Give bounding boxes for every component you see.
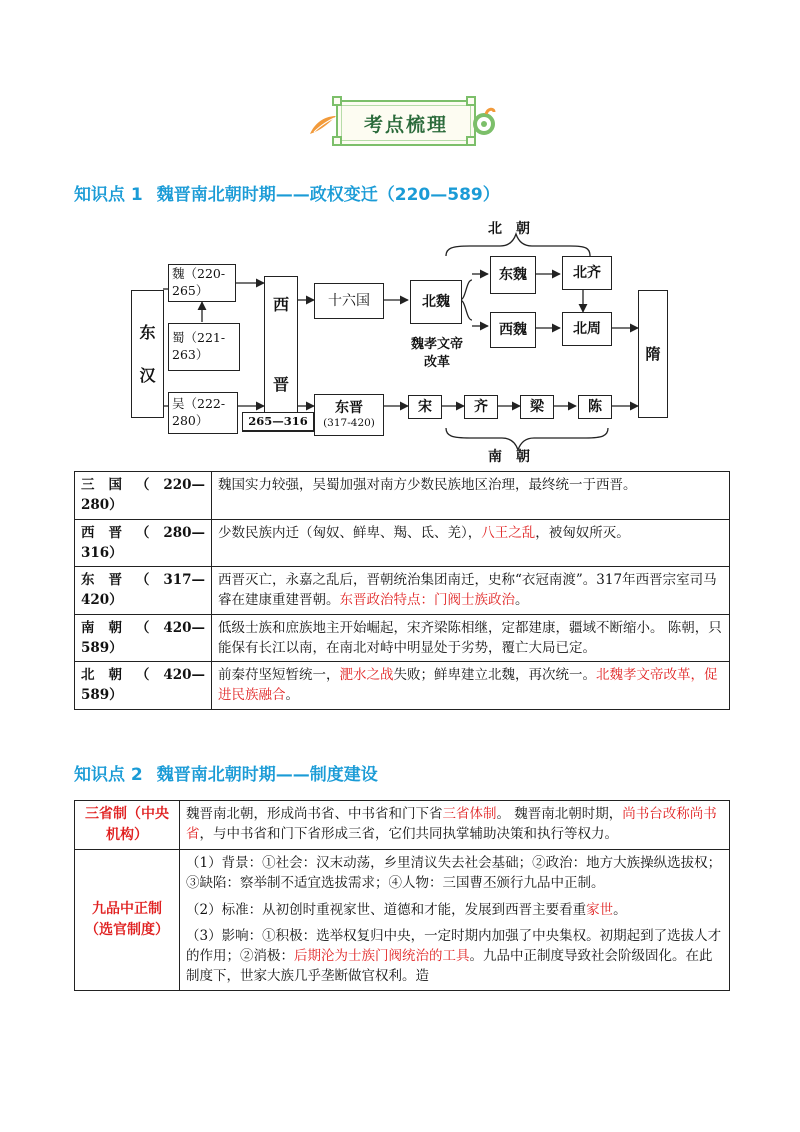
institution-row [75,801,730,850]
node-xijin: 西 晋 [264,276,298,414]
section-1-title [74,180,500,205]
body-text: 西晋灭亡，永嘉之乱后，晋朝统治集团南迁，史称“衣冠南渡”。317年西晋宗室司马睿在建康重建晋朝。 [218,572,717,609]
body-text: 。九品中正制度导致社会阶级固化。在此制度下，世家大族几乎垄断做官权利。造 [186,948,713,985]
node-beizhou: 北周 [562,312,612,346]
period-line-2: 280） [81,497,123,514]
highlight-text: 三省体制 [442,806,497,822]
institution-row [75,850,730,991]
section-2-text: 魏晋南北朝时期——制度建设 [156,765,378,785]
section-1-number: 知识点 1 [74,185,143,205]
regime-description [212,472,730,520]
body-text: ，与中书省和门下省形成三省，它们共同执掌辅助决策和执行等权力。 [199,826,618,843]
description-paragraph [186,804,723,845]
institution-table [74,800,730,991]
diagram-connectors [0,210,800,470]
regime-description [212,519,730,567]
description-paragraph [186,853,723,894]
regime-period [75,614,212,662]
node-xijin-years: 265—316 [242,412,314,432]
dongjin-name: 东晋 [335,400,363,417]
period-line-1: 三 国 （ 220— [81,477,205,493]
node-donghan: 东 汉 [131,290,164,418]
node-wei: 魏（220- 265） [168,264,236,302]
highlight-text: 淝水之战 [339,667,394,683]
body-text: 少数民族内迁（匈奴、鲜卑、羯、氐、羌）， [218,524,482,541]
node-wu: 吴（222- 280） [168,392,238,434]
body-text: 前秦苻坚短暂统一， [218,667,340,683]
node-song: 宋 [408,395,442,419]
leaf-icon [308,112,338,136]
banner-corner [466,96,476,106]
banner-title: 考点梳理 [363,113,448,136]
institution-description [180,850,730,991]
period-line-2: 316） [81,544,123,561]
institution-name: 九品中正制（选官制度） [75,850,180,991]
institution-table-body [75,801,730,991]
regime-period [75,519,212,567]
section-banner [308,98,492,146]
regime-table-body [75,472,730,710]
regime-row [75,662,730,710]
node-beiwei: 北魏 [410,280,462,324]
body-text: （1）背景：①社会：汉末动荡，乡里清议失去社会基础；②政治：地方大族操纵选拔权；③缺陷：察举制不适宜选拔需求；④人物：三国曹丕颁行九品中正制。 [186,855,722,892]
body-text: 低级士族和庶族地主开始崛起，宋齐梁陈相继，定都建康，疆域不断缩小。 陈朝，只能保有长江以南，在南北对峙中明显处于劣势，覆亡大局已定。 [218,619,722,656]
body-text: 。 [515,592,529,609]
body-text: 魏晋南北朝，形成尚书省、中书省和门下省 [186,806,443,822]
node-dongjin [314,394,384,436]
highlight-text: 八王之乱 [481,524,536,541]
node-qi: 齐 [464,395,498,419]
node-xiwei: 西魏 [490,312,536,348]
dynasty-flow-diagram [0,210,800,470]
node-shu: 蜀（221- 263） [168,323,240,371]
node-beiqi: 北齐 [562,256,612,290]
banner-corner [332,136,342,146]
section-1-text: 魏晋南北朝时期——政权变迁（220—589） [156,185,500,205]
institution-name: 三省制（中央机构） [75,801,180,850]
body-text: 魏国实力较强，吴蜀加强对南方少数民族地区治理，最终统一于西晋。 [218,477,637,493]
nanchao-label: 南朝 [488,449,544,465]
node-liang: 梁 [520,395,554,419]
body-text: 。 [285,687,299,704]
regime-period [75,662,212,710]
node-dongwei: 东魏 [490,256,536,294]
section-2-title [74,760,378,785]
regime-period [75,567,212,615]
period-line-2: 589） [81,687,123,704]
description-paragraph [186,900,723,920]
banner-corner [332,96,342,106]
institution-description [180,801,730,850]
body-text: ，被匈奴所灭。 [535,524,630,541]
body-text: （3）影响：①积极：选举权复归中央，一定时期内加强了中央集权。初期起到了选拔人才的作用；②消极： [186,927,722,964]
swirl-icon [472,106,496,136]
period-line-1: 东 晋 （ 317— [81,572,205,588]
regime-row [75,567,730,615]
regime-description [212,567,730,615]
period-line-2: 589） [81,639,123,656]
regime-description [212,614,730,662]
node-sui: 隋 [638,290,668,418]
section-2-number: 知识点 2 [74,765,143,785]
highlight-text: 尚书台改称尚书省 [186,806,717,843]
period-line-1: 北 朝 （ 420— [81,667,205,683]
period-line-1: 南 朝 （ 420— [81,619,205,636]
node-chen: 陈 [578,395,612,419]
dongjin-years: (317-420) [323,417,375,430]
highlight-text: 后期沦为士族门阀统治的工具 [294,948,470,964]
description-paragraph [186,926,723,987]
banner-frame [336,100,476,146]
regime-row [75,519,730,567]
regime-table [74,471,730,710]
body-text: 。 [613,901,627,918]
regime-row [75,472,730,520]
highlight-text: 家世 [586,901,614,918]
highlight-text: 北魏孝文帝改革，促进民族融合 [218,667,718,704]
highlight-text: 东晋政治特点：门阀士族政治 [339,592,515,609]
regime-period [75,472,212,520]
regime-description [212,662,730,710]
node-shiliuguo: 十六国 [314,283,384,319]
period-line-1: 西 晋 （ 280— [81,524,205,541]
regime-row [75,614,730,662]
body-text: 失败；鲜卑建立北魏，再次统一。 [393,667,596,683]
banner-corner [466,136,476,146]
period-line-2: 420） [81,592,123,609]
body-text: （2）标准：从初创时重视家世、道德和才能，发展到西晋主要看重 [186,901,587,918]
body-text: 。 魏晋南北朝时期， [496,806,623,822]
beichao-label: 北朝 [488,221,544,237]
beiwei-reform-note: 魏孝文帝 改革 [410,337,463,370]
